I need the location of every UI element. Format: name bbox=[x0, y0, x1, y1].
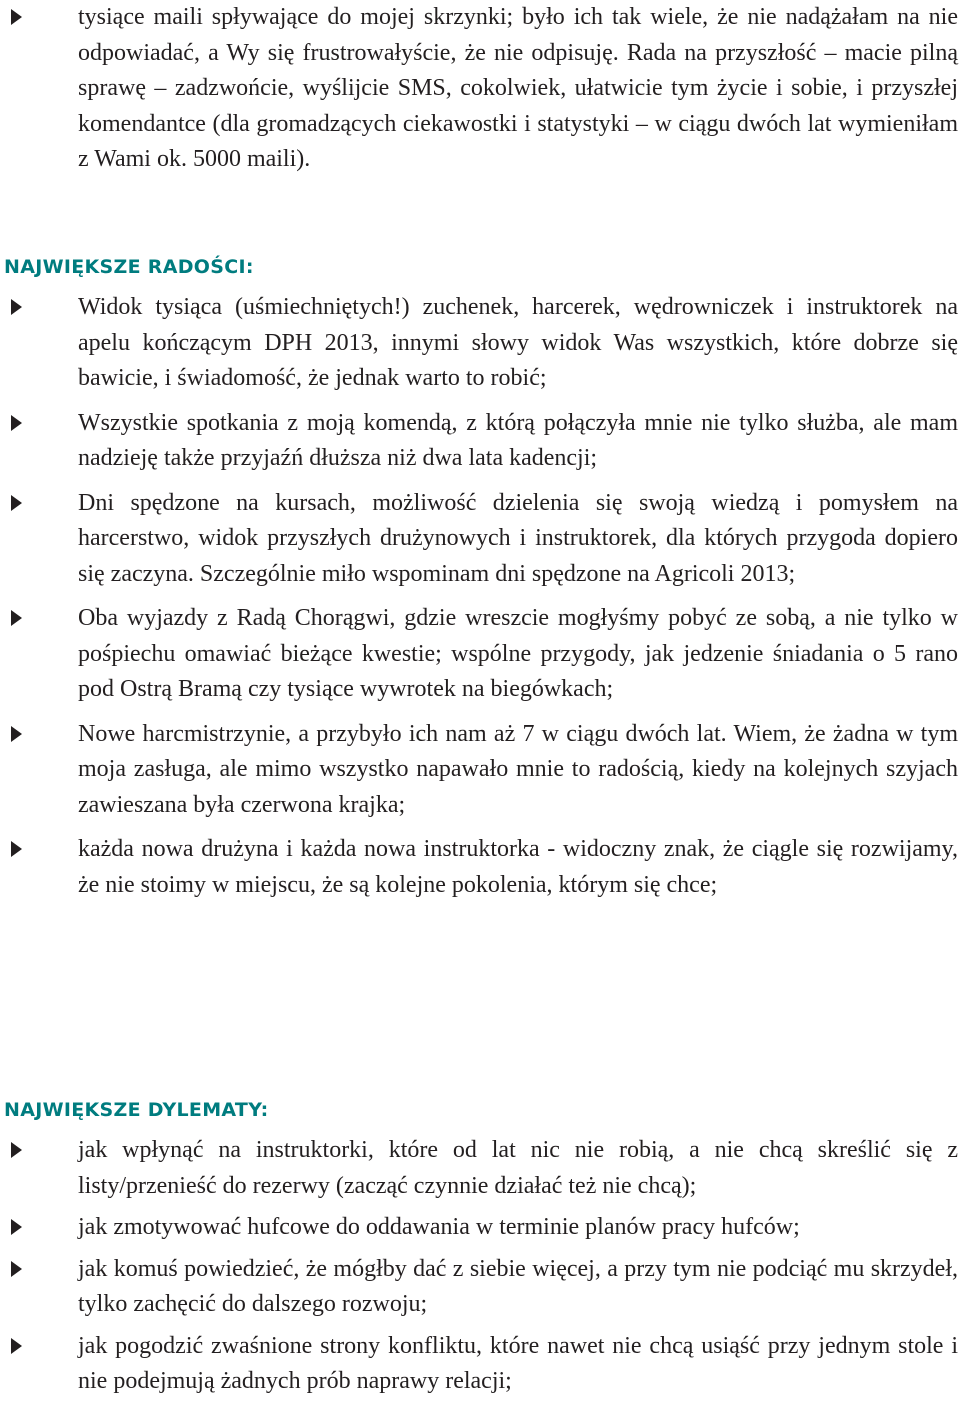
list-item bbox=[0, 832, 960, 903]
triangle-bullet-icon bbox=[11, 495, 22, 511]
list-item bbox=[0, 0, 960, 178]
list-item bbox=[0, 486, 960, 593]
list-item bbox=[0, 601, 960, 708]
list-item-text: tysiące maili spływające do mojej skrzynki; było ich tak wiele, że nie nadążałam na nie odpowiadać, a Wy się frustrowałyście, że nie odpisuję. Rada na przyszłość – macie pilną sprawę – zadzwońcie, wyślijcie SMS, cokolwiek, ułatwicie tym życie i sobie, i przyszłej komendantce (dla gromadzących ciekawostki i statystyki – w ciągu dwóch lat wymieniłam z Wami ok. 5000 maili). bbox=[78, 4, 958, 172]
list-item-text: Nowe harcmistrzynie, a przybyło ich nam aż 7 w ciągu dwóch lat. Wiem, że żadna w tym moja zasługa, ale mimo wszystko napawało mnie to radością, kiedy na kolejnych szyjach zawieszana była czerwona krajka; bbox=[78, 720, 958, 818]
triangle-bullet-icon bbox=[11, 299, 22, 315]
triangle-bullet-icon bbox=[11, 9, 22, 25]
triangle-bullet-icon bbox=[11, 415, 22, 431]
list-item-text: Widok tysiąca (uśmiechniętych!) zuchenek, harcerek, wędrowniczek i instruktorek na apelu kończącym DPH 2013, innymi słowy widok Was wszystkich, które dobrze się bawicie, i świadomość, że jednak warto to robić; bbox=[78, 294, 958, 391]
list-item bbox=[0, 717, 960, 824]
list-item-text: Oba wyjazdy z Radą Chorągwi, gdzie wreszcie mogłyśmy pobyć ze sobą, a nie tylko w pośpiechu omawiać bieżące kwestie; wspólne przygody, jak jedzenie śniadania o 5 rano pod Ostrą Bramą czy tysiące wywrotek na biegówkach; bbox=[78, 605, 958, 702]
list-item-text: każda nowa drużyna i każda nowa instruktorka - widoczny znak, że ciągle się rozwijamy, że nie stoimy w miejscu, że są kolejne pokolenia, którym się chce; bbox=[78, 836, 958, 898]
list-item-text: jak pogodzić zwaśnione strony konfliktu, które nawet nie chcą usiąść przy jednym stole i nie podejmują żadnych prób naprawy relacji; bbox=[78, 1332, 958, 1394]
triangle-bullet-icon bbox=[11, 1219, 22, 1235]
list-item bbox=[0, 1210, 960, 1246]
list-item bbox=[0, 290, 960, 397]
triangle-bullet-icon bbox=[11, 726, 22, 742]
list-item-text: jak komuś powiedzieć, że mógłby dać z siebie więcej, a przy tym nie podciąć mu skrzydeł, tylko zachęcić do dalszego rozwoju; bbox=[78, 1255, 958, 1317]
list-item bbox=[0, 1252, 960, 1323]
list-item bbox=[0, 1329, 960, 1400]
dilemmas-list bbox=[0, 1133, 960, 1406]
triangle-bullet-icon bbox=[11, 841, 22, 857]
triangle-bullet-icon bbox=[11, 610, 22, 626]
list-item-text: Dni spędzone na kursach, możliwość dzielenia się swoją wiedzą i pomysłem na harcerstwo, widok przyszłych drużynowych i instruktorek, dla których przygoda dopiero się zaczyna. Szczególnie miło wspominam dni spędzone na Agricoli 2013; bbox=[78, 489, 958, 587]
triangle-bullet-icon bbox=[11, 1142, 22, 1158]
section-heading-joys: NAJWIĘKSZE RADOŚCI: bbox=[4, 256, 254, 278]
intro-list bbox=[0, 0, 960, 187]
list-item-text: jak zmotywować hufcowe do oddawania w terminie planów pracy hufców; bbox=[78, 1214, 800, 1240]
list-item-text: jak wpłynąć na instruktorki, które od lat nic nie robią, a nie chcą skreślić się z listy/przenieść do rezerwy (zacząć czynnie działać też nie chcą); bbox=[78, 1137, 958, 1199]
list-item bbox=[0, 406, 960, 477]
list-item-text: Wszystkie spotkania z moją komendą, z którą połączyła mnie nie tylko służba, ale mam nadzieję także przyjaźń dłuższa niż dwa lata kadencji; bbox=[78, 409, 958, 471]
list-item bbox=[0, 1133, 960, 1204]
triangle-bullet-icon bbox=[11, 1261, 22, 1277]
joys-list bbox=[0, 290, 960, 912]
section-heading-dilemmas: NAJWIĘKSZE DYLEMATY: bbox=[4, 1099, 269, 1121]
triangle-bullet-icon bbox=[11, 1338, 22, 1354]
